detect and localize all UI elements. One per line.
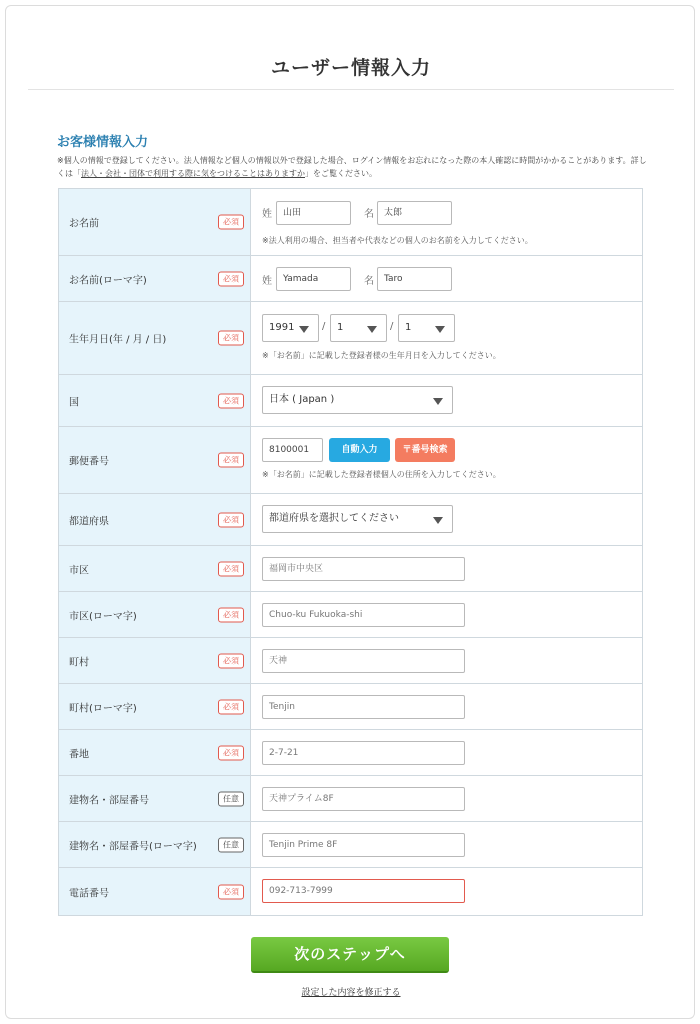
country-select[interactable] (262, 386, 453, 414)
row-city-roman (59, 592, 642, 638)
label-cell (59, 776, 251, 821)
field-cell (252, 302, 642, 374)
label-cell (59, 730, 251, 775)
field-cell (252, 189, 642, 255)
field-label: 国 (69, 397, 79, 408)
field-label: 郵便番号 (69, 456, 109, 468)
field-label: 市区 (69, 565, 89, 576)
chevron-down-icon (367, 326, 377, 333)
label-cell (59, 592, 251, 637)
field-label: 建物名・部屋番号 (69, 795, 149, 806)
notice-pre: ※個人の情報で登録してください。法人情報など個人の情報以外で登録した場合、ログイン情報をお忘れになった際の本人確認に時間がかかること (57, 156, 584, 165)
block-input[interactable]: 2-7-21 (262, 741, 465, 765)
birth-year-select[interactable] (262, 314, 319, 342)
sei-prefix: 姓 (262, 209, 272, 220)
row-block (59, 730, 642, 776)
required-badge: 必須 (218, 745, 244, 760)
field-label: 町村 (69, 657, 89, 668)
page-title: ユーザー情報入力 (270, 57, 431, 79)
field-cell (252, 868, 642, 915)
label-cell (59, 868, 251, 915)
customer-form-table (58, 188, 643, 916)
field-cell (252, 427, 642, 493)
chevron-down-icon (435, 326, 445, 333)
field-cell (252, 546, 642, 591)
row-building-roman (59, 822, 642, 868)
next-step-button[interactable]: 次のステップへ (251, 937, 449, 973)
postal-search-button[interactable]: 〒番号検索 (395, 438, 455, 462)
row-country (59, 375, 642, 427)
row-town-roman (59, 684, 642, 730)
field-cell (252, 592, 642, 637)
row-phone (59, 868, 642, 915)
required-badge: 必須 (218, 607, 244, 622)
row-prefecture (59, 494, 642, 546)
field-label: お名前(ローマ字) (69, 275, 147, 286)
required-badge: 必須 (218, 331, 244, 346)
required-badge: 必須 (218, 884, 244, 899)
row-building (59, 776, 642, 822)
chevron-down-icon (433, 517, 443, 524)
name-roman-mei-input[interactable]: Taro (377, 267, 452, 291)
country-value: 日本 ( Japan ) (269, 394, 335, 405)
row-city (59, 546, 642, 592)
mei-prefix: 名 (364, 276, 374, 287)
field-cell (252, 494, 642, 545)
birth-year-value: 1991 (269, 322, 295, 333)
row-name-roman (59, 256, 642, 302)
label-cell (59, 638, 251, 683)
required-badge: 必須 (218, 653, 244, 668)
birth-month-value: 1 (337, 322, 344, 333)
modify-link[interactable]: 設定した内容を修正する (301, 988, 401, 998)
title-divider (28, 89, 674, 90)
date-separator: / (390, 321, 394, 332)
field-label: 生年月日(年 / 月 / 日) (69, 334, 167, 346)
field-cell (252, 822, 642, 867)
required-badge: 必須 (218, 271, 244, 286)
field-cell (252, 730, 642, 775)
auto-fill-button[interactable]: 自動入力 (329, 438, 390, 462)
notice-text (57, 154, 647, 180)
notice-mid: があります。詳しくは「 (57, 156, 647, 178)
field-label: 建物名・部屋番号(ローマ字) (69, 841, 197, 852)
notice-link[interactable]: 法人・会社・団体で利用する際に気をつけることはありますか (81, 169, 305, 178)
chevron-down-icon (433, 398, 443, 405)
prefecture-value: 都道府県を選択してください (269, 513, 399, 524)
city-input[interactable]: 福岡市中央区 (262, 557, 465, 581)
birthdate-hint: ※「お名前」に記載した登録者様の生年月日を入力してください。 (262, 351, 501, 360)
town-input[interactable]: 天神 (262, 649, 465, 673)
optional-badge: 任意 (218, 791, 244, 806)
required-badge: 必須 (218, 453, 244, 468)
label-cell (59, 494, 251, 545)
postal-hint: ※「お名前」に記載した登録者様個人の住所を入力してください。 (262, 470, 501, 479)
field-label: 番地 (69, 749, 89, 760)
birth-day-value: 1 (405, 322, 412, 333)
optional-badge: 任意 (218, 837, 244, 852)
required-badge: 必須 (218, 393, 244, 408)
required-badge: 必須 (218, 561, 244, 576)
birth-month-select[interactable] (330, 314, 387, 342)
row-name (59, 189, 642, 256)
field-label: 都道府県 (69, 516, 109, 527)
label-cell (59, 256, 251, 301)
field-cell (252, 638, 642, 683)
chevron-down-icon (299, 326, 309, 333)
prefecture-select[interactable] (262, 505, 453, 533)
row-town (59, 638, 642, 684)
required-badge: 必須 (218, 215, 244, 230)
building-input[interactable]: 天神プライム8F (262, 787, 465, 811)
name-roman-sei-input[interactable]: Yamada (276, 267, 351, 291)
postal-code-input[interactable]: 8100001 (262, 438, 323, 462)
field-label: 電話番号 (69, 888, 109, 899)
label-cell (59, 375, 251, 426)
field-cell (252, 375, 642, 426)
field-cell (252, 684, 642, 729)
row-postal (59, 427, 642, 494)
label-cell (59, 822, 251, 867)
field-label: 町村(ローマ字) (69, 703, 137, 714)
sei-prefix: 姓 (262, 276, 272, 287)
label-cell (59, 684, 251, 729)
required-badge: 必須 (218, 512, 244, 527)
city-roman-input[interactable]: Chuo-ku Fukuoka-shi (262, 603, 465, 627)
mei-prefix: 名 (364, 209, 374, 220)
label-cell (59, 427, 251, 493)
name-mei-input[interactable]: 太郎 (377, 201, 452, 225)
name-hint: ※法人利用の場合、担当者や代表などの個人のお名前を入力してください。 (262, 236, 533, 245)
field-label: お名前 (69, 218, 99, 230)
section-heading: お客様情報入力 (57, 135, 149, 150)
name-sei-input[interactable]: 山田 (276, 201, 351, 225)
field-label: 市区(ローマ字) (69, 611, 137, 622)
field-cell (252, 776, 642, 821)
row-birthdate (59, 302, 642, 375)
required-badge: 必須 (218, 699, 244, 714)
date-separator: / (322, 321, 326, 332)
label-cell (59, 546, 251, 591)
label-cell (59, 189, 251, 255)
building-roman-input[interactable]: Tenjin Prime 8F (262, 833, 465, 857)
birth-day-select[interactable] (398, 314, 455, 342)
field-cell (252, 256, 642, 301)
label-cell (59, 302, 251, 374)
phone-input[interactable]: 092-713-7999 (262, 879, 465, 903)
form-card (5, 5, 695, 1019)
town-roman-input[interactable]: Tenjin (262, 695, 465, 719)
notice-post: 」をご覧ください。 (305, 169, 377, 178)
